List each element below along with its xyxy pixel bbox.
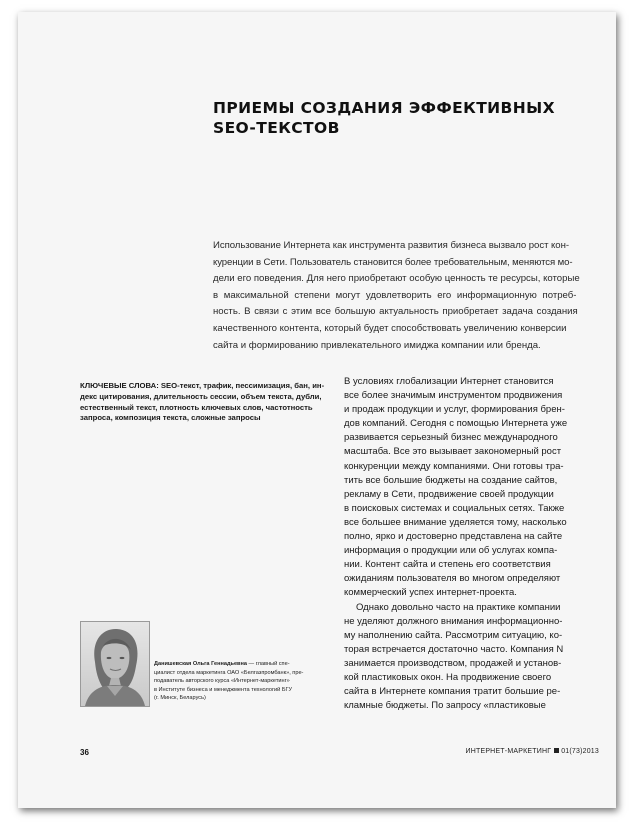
body-line: кой пластиковых окон. На продвижение своего	[344, 671, 552, 683]
keywords-line: КЛЮЧЕВЫЕ СЛОВА: SEO-текст, трафик, пессимизация, бан, ин-	[80, 381, 325, 390]
body-line: не уделяют должного внимания информационно-	[344, 615, 563, 627]
lead-line: качественного контента, который будет способствовать увеличению конверсии	[213, 322, 567, 334]
author-bio-fragment: — главный спе-	[247, 661, 290, 667]
author-photo	[80, 621, 150, 707]
author-note-line: циалист отдела маркетинга ОАО «Белгазпромбанк», пре-	[154, 669, 304, 676]
body-line: в поисковых системах и социальных сетях. Также	[344, 502, 565, 514]
keywords-line: естественный текст, плотность ключевых слов, частотность	[80, 402, 313, 412]
body-line: масштаба. Все это вызывает закономерный рост	[344, 446, 562, 458]
body-line: все большее внимание уделяется тому, насколько	[344, 516, 567, 528]
author-note	[154, 660, 334, 703]
lead-line: ность. В связи с этим все большую актуальность приобретает задача создания	[213, 306, 578, 318]
lead-line: дели его поведения. Для него приобретают особую ценность те ресурсы, которые	[213, 273, 580, 285]
lead-line: куренции в Сети. Пользователь становится более требовательным, меняются мо-	[213, 256, 573, 268]
square-bullet-icon	[554, 748, 559, 753]
body-line: и продаж продукции и услуг, формирования брен-	[344, 404, 565, 416]
page-number: 36	[80, 748, 89, 757]
lead-line: Использование Интернета как инструмента развития бизнеса вызвало рост кон-	[213, 240, 569, 251]
body-line: развивается серьезный бизнес международного	[344, 432, 558, 444]
body-line: ожиданиям пользователя во многом определяют	[344, 573, 561, 585]
keywords-line: запроса, композиция текста, сложные запросы	[80, 413, 261, 423]
keywords-line: декс цитирования, длительность сессии, объем текста, дубли,	[80, 391, 322, 401]
title-line: SEO-ТЕКСТОВ	[213, 119, 340, 137]
author-name: Данишевская Ольга Геннадьевна	[154, 661, 247, 667]
lead-line: в максимальной степени могут удовлетворить его информационную потреб-	[213, 289, 577, 301]
author-note-line	[154, 660, 334, 669]
keywords-block	[80, 381, 338, 424]
body-line: коммерческий успех интернет-проекта.	[344, 587, 517, 599]
body-line: му наполнению сайта. Рассмотрим ситуацию, ко-	[344, 629, 563, 641]
body-line: кламные бюджеты. По запросу «пластиковые	[344, 700, 546, 712]
body-line: тить все большие бюджеты на создание сайтов,	[344, 474, 558, 486]
body-line: торая встречается достаточно часто. Компания N	[344, 643, 564, 655]
running-head	[465, 748, 599, 755]
body-line: Однако довольно часто на практике компании	[356, 601, 561, 613]
issue-number: 01(73)2013	[561, 748, 599, 755]
body-line: дов компаний. Сегодня с помощью Интернета уже	[344, 418, 568, 430]
article-lead	[213, 238, 585, 354]
body-line: полно, ярко и достоверно представлена на сайте	[344, 531, 563, 543]
body-line: конкуренции между компаниями. Они готовы тра-	[344, 460, 564, 472]
author-note-line: (г. Минск, Беларусь)	[154, 695, 206, 702]
body-line: нии. Контент сайта и степень его соответствия	[344, 559, 551, 571]
author-note-line: подаватель авторского курса «Интернет-маркетинг»	[154, 678, 290, 685]
body-line: сайта в Интернете компания тратит большие ре-	[344, 686, 561, 698]
body-line: В условиях глобализации Интернет становится	[344, 376, 554, 387]
journal-name: ИНТЕРНЕТ-МАРКЕТИНГ	[465, 748, 552, 755]
body-line: информация о продукции или об услугах компа-	[344, 545, 558, 557]
body-line: занимается производством, продажей и установ-	[344, 657, 562, 669]
body-line: рекламу в Сети, продвижение своей продукции	[344, 488, 554, 500]
title-line: ПРИЕМЫ СОЗДАНИЯ ЭФФЕКТИВНЫХ	[213, 99, 555, 117]
article-title	[213, 98, 593, 138]
author-portrait-image	[81, 622, 149, 706]
body-line: все более значимым инструментом продвижения	[344, 390, 563, 402]
body-text-column	[344, 375, 589, 713]
lead-line: сайта и формированию привлекательного имиджа компании или бренда.	[213, 339, 541, 351]
author-note-line: в Институте бизнеса и менеджмента технологий БГУ	[154, 686, 293, 693]
